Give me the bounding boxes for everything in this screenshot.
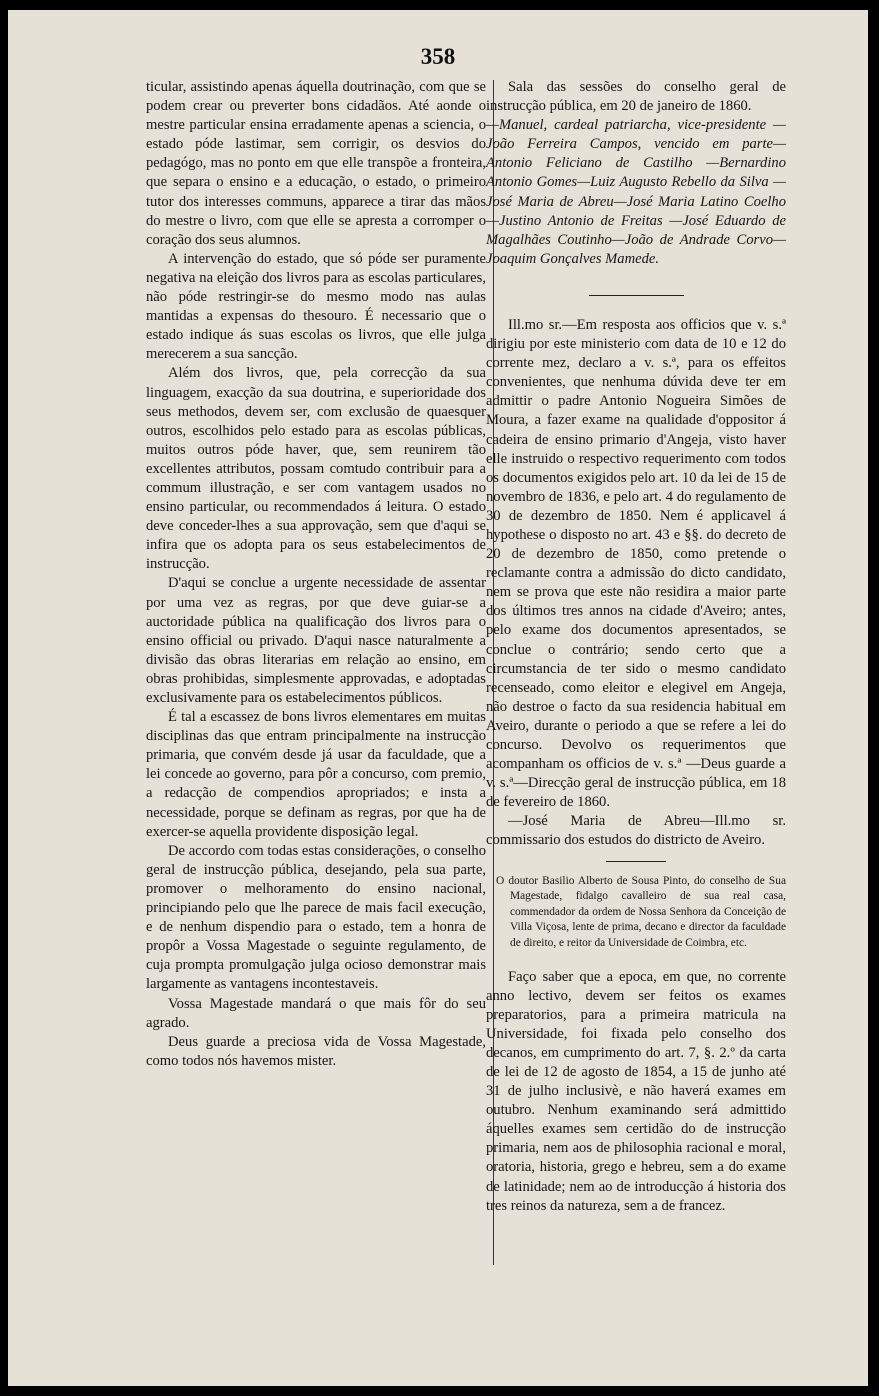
right-column [486, 78, 786, 1216]
paragraph: A intervenção do estado, que só póde ser puramente negativa na eleição dos livros para as escolas particulares, não póde restringir-se do mesmo modo nas aulas mantidas a expensas do thesouro. É necessario que o estado indique ás suas escolas os livros, que elle julga merecerem a sua sancção. [146, 250, 486, 363]
paragraph: De accordo com todas estas considerações, o conselho geral de instrucção pública, desejando, pela sua parte, promover o melhoramento do ensino nacional, principiando pelo que lhe parece de mais facil execução, e de nenhum dispendio para o estado, tem a honra de propôr a Vossa Magestade o seguinte regulamento, de cuja prompta promulgação julga ocioso demonstrar mais largamente as vantagens incontestaveis. [146, 842, 486, 993]
paragraph: Deus guarde a preciosa vida de Vossa Magestade, como todos nós havemos mister. [146, 1033, 486, 1069]
paragraph: ticular, assistindo apenas áquella doutrinação, com que se podem crear ou preverter bons cidadãos. Até aonde o mestre particular ensina erradamente apenas a sciencia, o estado póde lastimar, sem corrigir, os desvios do pedagógo, mas no ponto em que elle transpõe a fronteira, que separa o ensino e a educação, o estado, o primeiro tutor dos interesses communs, apparece a tirar das mãos do mestre o livro, com que elle se apresta a corromper o coração dos seus alumnos. [146, 79, 486, 248]
section-rule [589, 295, 684, 296]
page-number: 358 [420, 44, 456, 69]
letter-body: Ill.mo sr.—Em resposta aos officios que v. s.ª dirigiu por este ministerio com data de 10 e 12 do corrente mez, declaro a v. s.ª, para os effeitos convenientes, que nenhuma dúvida deve ter em admittir o padre Antonio Nogueira Simões de Moura, a fazer exame na qualidade d'oppositor á cadeira de ensino primario d'Angeja, visto haver elle instruido o respectivo requerimento com todos os documentos exigidos pelo art. 10 da lei de 15 de novembro de 1836, e pelo art. 4 do regulamento de 30 de dezembro de 1850. Nem é applicavel á hypothese o disposto no art. 43 e §§. do decreto de 20 de dezembro de 1850, como pretende o reclamante contra a admissão do dicto candidato, nem se prova que este não residira a maior parte dos últimos tres annos na cidade d'Aveiro; antes, pelo exame dos documentos apresentados, se conclue o contrário; sendo certo que a circumstancia de ter sido o mesmo candidato recenseado, como eleitor e elegivel em Angeja, não destroe o facto da sua residencia habitual em Aveiro, durante o periodo a que se refere a lei do concurso. Devolvo os requerimentos que acompanham os officios de v. s.ª —Deus guarde a v. s.ª—Direcção geral de instrucção pública, em 18 de fevereiro de 1860. [486, 316, 786, 811]
paragraph: D'aqui se conclue a urgente necessidade de assentar por uma vez as regras, por que deve guiar-se a auctoridade pública na qualificação dos livros para o ensino official ou privado. D'aqui nasce naturalmente a divisão das obras literarias em relação ao ensino, em obras prohibidas, simplesmente approvadas, e adoptadas exclusivamente para os estabelecimentos públicos. [146, 575, 486, 706]
page [8, 10, 868, 1386]
spacer [486, 952, 786, 968]
paragraph: Além dos livros, que, pela correcção da sua linguagem, exacção da sua doutrina, e superioridade dos seus methodos, devem ser, com exclusão de quaesquer outros, escolhidos pelo estado para as escolas públicas, muitos outros póde haver, que, sem reunirem tão excellentes attributos, possam comtudo contribuir para a commum illustração, e ser com vantagem usados no ensino particular, ou recommendados á leitura. O estado deve conceder-lhes a sua approvação, sem que d'aqui se infira que os adopta para os seus estabelecimentos de instrucção. [146, 365, 486, 573]
signature-intro: Sala das sessões do conselho geral de instrucção pública, em 20 de janeiro de 1860. [486, 79, 786, 115]
paragraph: Vossa Magestade mandará o que mais fôr do seu agrado. [146, 995, 486, 1031]
edict-body: Faço saber que a epoca, em que, no corrente anno lectivo, devem ser feitos os exames preparatorios, para a primeira matricula na Universidade, foi fixada pelo conselho dos decanos, em cumprimento do art. 7, §. 2.º da carta de lei de 12 de agosto de 1854, a 15 de junho até 31 de julho inclusivè, e não haverá exames em outubro. Nenhum examinando será admittido áquelles exames sem certidão do de instrucção primaria, nem aos de philosophia racional e moral, oratoria, historia, grego e hebreu, sem a do exame de latinidade; nem ao de introducção á historia dos tres reinos da natureza, sem a de francez. [486, 968, 786, 1214]
signatories: —Manuel, cardeal patriarcha, vice-presidente —João Ferreira Campos, vencido em parte— Antonio Feliciano de Castilho —Bernardino Antonio Gomes—Luiz Augusto Rebello da Silva —José Maria de Abreu—José Maria Latino Coelho —Justino Antonio de Freitas —José Eduardo de Magalhães Coutinho—João de Andrade Corvo—Joaquim Gonçalves Mamede. [486, 117, 786, 267]
left-column [146, 78, 486, 1071]
edict-heading: O doutor Basilio Alberto de Sousa Pinto, do conselho de Sua Magestade, fidalgo cavalleiro de sua real casa, commendador da ordem de Nossa Senhora da Conceição de Villa Viçosa, lente de prima, decano e director da faculdade de direito, e reitor da Universidade de Coimbra, etc. [496, 874, 786, 949]
paragraph: É tal a escassez de bons livros elementares em muitas disciplinas das que entram principalmente na instrucção primaria, que convém desde já usar da faculdade, que a lei concede ao governo, para pôr a concurso, com premio, a redacção de compendios apropriados; e insta a necessidade, porque se definam as regras, por que ha de exercer-se aquella providente disposição legal. [146, 709, 486, 840]
section-rule [606, 861, 666, 862]
letter-signature: —José Maria de Abreu—Ill.mo sr. commissario dos estudos do districto de Aveiro. [486, 813, 786, 849]
